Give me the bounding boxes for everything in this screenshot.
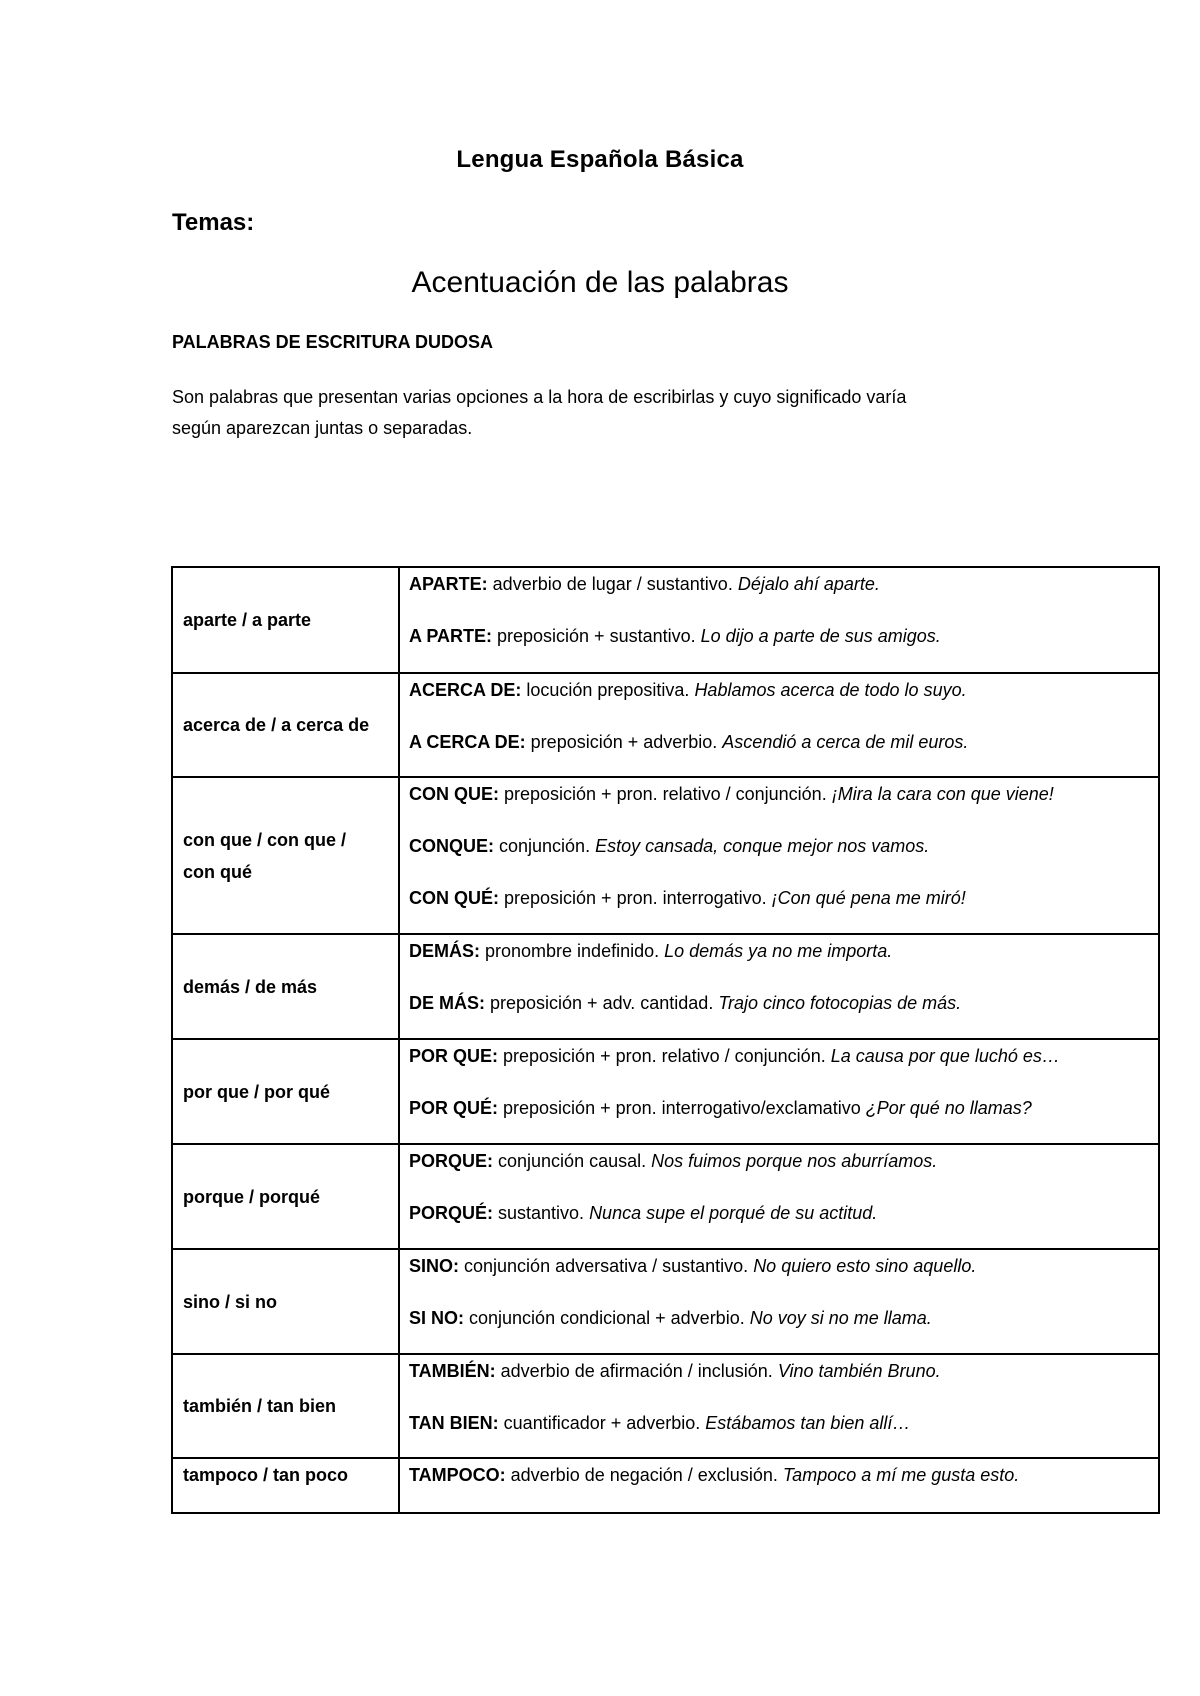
table-row [172, 777, 1159, 934]
description: locución prepositiva. [521, 680, 695, 700]
description: preposición + adv. cantidad. [485, 993, 719, 1013]
table-row [172, 567, 1159, 673]
keyword: DE MÁS: [409, 993, 485, 1013]
topics-label: Temas: [172, 209, 255, 236]
keyword: ACERCA DE: [409, 680, 522, 700]
example: No quiero esto sino aquello. [753, 1256, 977, 1276]
definition-line [409, 1359, 1150, 1383]
description: preposición + adverbio. [525, 732, 723, 752]
keyword: A CERCA DE: [409, 732, 526, 752]
intro-paragraph [172, 382, 1032, 444]
term: acerca de / a cerca de [183, 715, 370, 735]
keyword: DEMÁS: [409, 941, 480, 961]
definition-cell [399, 1144, 1159, 1249]
description: conjunción adversativa / sustantivo. [459, 1256, 754, 1276]
definition-line [409, 1306, 1150, 1330]
example: Hablamos acerca de todo lo suyo. [694, 680, 967, 700]
keyword: CON QUÉ: [409, 888, 499, 908]
term: demás / de más [183, 976, 318, 997]
intro-line: Son palabras que presentan varias opciones a la hora de escribirlas y cuyo significado varía [172, 387, 907, 407]
example: Tampoco a mí me gusta esto. [782, 1465, 1020, 1485]
definition-cell [399, 567, 1159, 673]
keyword: CONQUE: [409, 836, 494, 856]
definition-cell [399, 673, 1159, 777]
table-row [172, 1144, 1159, 1249]
description: adverbio de lugar / sustantivo. [487, 574, 738, 594]
example: Estoy cansada, conque mejor nos vamos. [595, 836, 930, 856]
term-cell [172, 1458, 399, 1513]
term-cell [172, 1144, 399, 1249]
keyword: A PARTE: [409, 626, 492, 646]
description: preposición + pron. interrogativo/exclamativo [498, 1098, 866, 1118]
description: preposición + pron. relativo / conjunción. [498, 1046, 831, 1066]
definition-cell [399, 1039, 1159, 1144]
keyword: POR QUE: [409, 1046, 499, 1066]
example: Vino también Bruno. [777, 1361, 941, 1381]
definition-cell [399, 1458, 1159, 1513]
definition-cell [399, 1354, 1159, 1458]
table-row [172, 1458, 1159, 1513]
example: Déjalo ahí aparte. [737, 574, 880, 594]
words-table [171, 566, 1160, 1514]
definition-line [409, 572, 1150, 596]
description: sustantivo. [493, 1203, 590, 1223]
term-cell [172, 567, 399, 673]
term-cell [172, 1039, 399, 1144]
example: Ascendió a cerca de mil euros. [722, 732, 969, 752]
definition-line [409, 939, 1150, 963]
term-cell [172, 1354, 399, 1458]
definition-line [409, 678, 1150, 702]
table-row [172, 1354, 1159, 1458]
term: con que / con que / [183, 829, 347, 850]
description: preposición + sustantivo. [492, 626, 701, 646]
term: tampoco / tan poco [183, 1465, 349, 1485]
table-row [172, 1249, 1159, 1354]
section-heading: PALABRAS DE ESCRITURA DUDOSA [172, 332, 494, 352]
example: Trajo cinco fotocopias de más. [718, 993, 962, 1013]
definition-line [409, 730, 1150, 754]
course-title: Lengua Española Básica [456, 146, 744, 173]
term: con qué [183, 861, 253, 882]
definition-line [409, 991, 1150, 1015]
keyword: TAMPOCO: [409, 1465, 506, 1485]
example: Nunca supe el porqué de su actitud. [589, 1203, 878, 1223]
description: adverbio de negación / exclusión. [505, 1465, 783, 1485]
intro-line: según aparezcan juntas o separadas. [172, 418, 473, 438]
definition-line [409, 1044, 1150, 1068]
definition-line [409, 1254, 1150, 1278]
example: La causa por que luchó es… [830, 1046, 1060, 1066]
keyword: APARTE: [409, 574, 488, 594]
table-row [172, 934, 1159, 1039]
description: conjunción. [494, 836, 596, 856]
definition-line [409, 886, 1150, 910]
description: cuantificador + adverbio. [498, 1413, 706, 1433]
keyword: TAMBIÉN: [409, 1361, 496, 1381]
example: ¡Mira la cara con que viene! [831, 784, 1054, 804]
definition-cell [399, 934, 1159, 1039]
table-row [172, 673, 1159, 777]
term: aparte / a parte [183, 610, 312, 630]
definition-line [409, 1096, 1150, 1120]
example: Lo demás ya no me importa. [664, 941, 893, 961]
keyword: SI NO: [409, 1308, 465, 1328]
definition-line [409, 1201, 1150, 1225]
description: pronombre indefinido. [480, 941, 665, 961]
term: sino / si no [183, 1291, 278, 1312]
definition-cell [399, 777, 1159, 934]
definition-line [409, 782, 1150, 806]
description: preposición + pron. relativo / conjunción. [499, 784, 832, 804]
example: ¡Con qué pena me miró! [771, 888, 966, 908]
example: Estábamos tan bien allí… [705, 1413, 911, 1433]
description: conjunción condicional + adverbio. [464, 1308, 750, 1328]
definition-line [409, 1149, 1150, 1173]
term-cell [172, 1249, 399, 1354]
definition-cell [399, 1249, 1159, 1354]
definition-line [409, 624, 1150, 648]
example: Nos fuimos porque nos aburríamos. [651, 1151, 938, 1171]
keyword: PORQUÉ: [409, 1203, 494, 1223]
definition-line [409, 1411, 1150, 1435]
definition-line [409, 1463, 1150, 1487]
keyword: SINO: [409, 1256, 460, 1276]
term: porque / porqué [183, 1186, 320, 1207]
term-cell [172, 777, 399, 934]
term: por que / por qué [183, 1081, 330, 1102]
definition-line [409, 834, 1150, 858]
term-cell [172, 934, 399, 1039]
term-cell [172, 673, 399, 777]
keyword: TAN BIEN: [409, 1413, 499, 1433]
table-row [172, 1039, 1159, 1144]
keyword: PORQUE: [409, 1151, 494, 1171]
description: conjunción causal. [493, 1151, 652, 1171]
example: ¿Por qué no llamas? [865, 1098, 1032, 1118]
description: adverbio de afirmación / inclusión. [495, 1361, 778, 1381]
example: Lo dijo a parte de sus amigos. [700, 626, 941, 646]
keyword: POR QUÉ: [409, 1098, 499, 1118]
term: también / tan bien [183, 1396, 337, 1416]
keyword: CON QUE: [409, 784, 499, 804]
description: preposición + pron. interrogativo. [499, 888, 772, 908]
example: No voy si no me llama. [749, 1308, 932, 1328]
page-title: Acentuación de las palabras [411, 266, 789, 299]
